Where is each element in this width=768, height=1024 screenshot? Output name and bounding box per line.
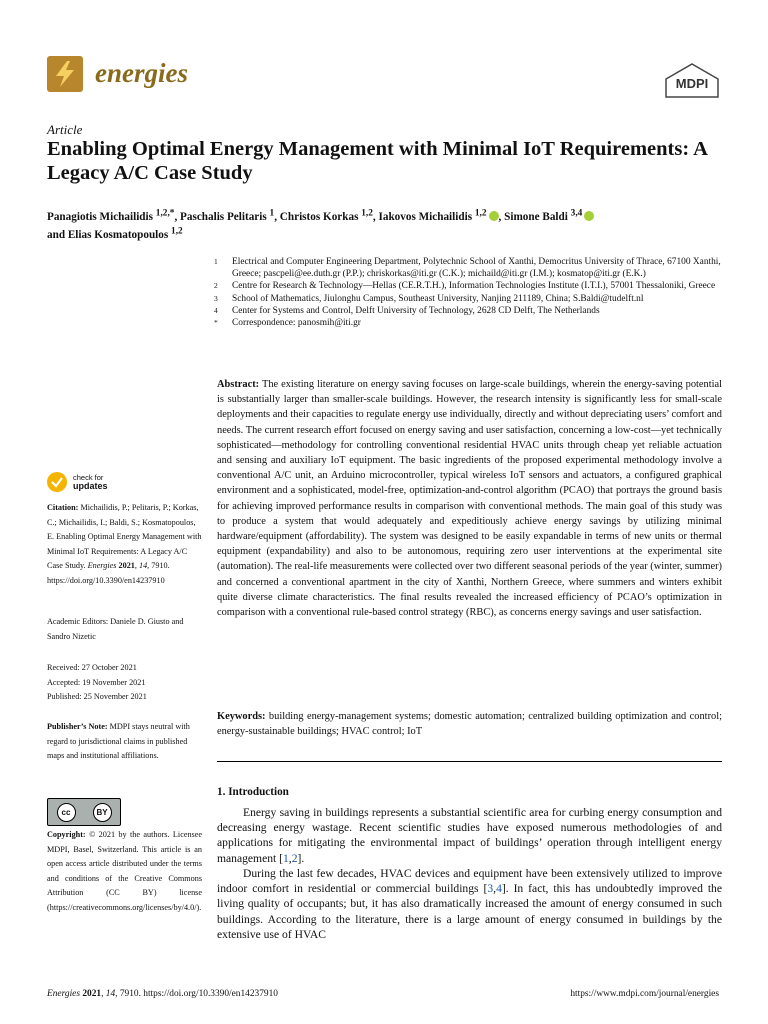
citation-link[interactable]: 1 xyxy=(283,851,289,865)
intro-paragraph: Energy saving in buildings represents a substantial scientific area for curbing energy consumption and decreasing energy wastage. Recent scientific studies have exposed numerous methodologies of and applications for mitigating the environmental impact of buildings’ operation through intelligent energy management [1,2]. xyxy=(217,806,722,865)
abstract xyxy=(217,377,722,620)
cc-icon: cc xyxy=(57,803,76,822)
journal-logo xyxy=(47,56,83,92)
abstract-label: Abstract: xyxy=(217,379,260,390)
author: Paschalis Pelitaris $^1$, xyxy=(180,208,280,223)
article-type: Article xyxy=(47,122,83,137)
affiliation: 2 Centre for Research & Technology—Hellas (CE.R.T.H.), Information Technologies Institute (I.T.I.), 57001 Thessaloniki, Greece xyxy=(214,281,716,292)
author-list xyxy=(47,206,737,243)
author: Iakovos Michailidis $^{1,2}$ , xyxy=(378,208,505,223)
updates-label: updates xyxy=(73,480,108,491)
copyright: Copyright: © 2021 by the authors. Licensee MDPI, Basel, Switzerland. This article is an open access article distributed under the terms and conditions of the Creative Commons Attribution (CC BY) license (https://creativecommons.org/licenses/by/4.0/). xyxy=(47,830,203,912)
keywords-text: building energy-management systems; domestic automation; centralized building optimization and control; energy-sustainable buildings; HVAC control; IoT xyxy=(217,711,722,738)
publisher-logo xyxy=(664,63,720,99)
affiliation: 4 Center for Systems and Control, Delft University of Technology, 2628 CD Delft, The Netherlands xyxy=(214,305,600,316)
academic-editors: Academic Editors: Daniele D. Giusto and Sandro Nizetic xyxy=(47,617,184,641)
received-date: Received: 27 October 2021 xyxy=(47,663,137,672)
affiliation: 3 School of Mathematics, Jiulonghu Campus, Southeast University, Nanjing 211189, China; S.Baldi@tudelft.nl xyxy=(214,293,644,304)
divider xyxy=(217,761,722,762)
article-title: Enabling Optimal Energy Management with Minimal IoT Requirements: A Legacy A/C Case Study xyxy=(47,138,707,184)
publisher-name: MDPI xyxy=(675,76,709,91)
citation-block: Citation: Michailidis, P.; Pelitaris, P.; Korkas, C.; Michailidis, I.; Baldi, S.; Kosmatopoulos, E. Enabling Optimal Energy Management with Minimal IoT Requirements: A Legacy A/C Case Study. Energies 2021, 14, 7910. https://doi.org/10.3390/en14237910 xyxy=(47,503,202,585)
footer-citation: Energies 2021, 14, 7910. https://doi.org/10.3390/en14237910 xyxy=(47,989,278,999)
publisher-note: Publisher’s Note: MDPI stays neutral with regard to jurisdictional claims in published maps and institutional affiliations. xyxy=(47,722,190,761)
footer-journal-url[interactable]: https://www.mdpi.com/journal/energies xyxy=(570,989,719,999)
journal-name: energies xyxy=(95,58,188,88)
citation-link[interactable]: 4 xyxy=(496,882,502,896)
intro-paragraph: During the last few decades, HVAC devices and equipment have been extensively utilized to improve indoor comfort in residential or commercial buildings [3,4]. In fact, this has undoubtedly improved the living quality of occupants; but, it has also dramatically increased the amount of energy consumed in such buildings. According to the literature, there is a large amount of energy consumed in buildings by the extensive use of HVAC xyxy=(217,867,722,941)
affiliations xyxy=(214,256,729,329)
abstract-text: The existing literature on energy saving focuses on large-scale buildings, wherein the energy-saving potential is substantially larger than smaller-scale buildings. However, the research intensity is significantly less for small-scale deployments and their capacities to regulate energy use individually, directly and without depreciating users’ comfort and needs. The current research effort focused on energy saving and user satisfaction, concerning a low-cost—yet technically sophisticated—methodology for controlling conventional residential HVAC units through cheap yet reliable actuation and sensing and auxiliary IoT equipment. The basic ingredients of the proposed experimental methodology involve a conventional A/C unit, an Arduino microcontroller, typical wireless IoT sensors and actuators, a configured graphical environment and a sophisticated, model-free, optimization-and-control algorithm (PCAO) that portrays the ground basis for achieving improved performance results in comparison with conventional methods. The main goal of this study was to produce a system that would adequately and expeditiously achieve energy savings by utilizing minimal hardware/equipment (affordability). The system was designed to be easily expandable in terms of new units or thermal equipment (expandability) and also to be autonomous, requiring zero user interventions at the experimental site (automation). The real-life measurements were collected over two different seasonal periods of the year (winter, summer) and concerned a conventional apartment in the city of Xanthi, Northern Greece, where summers and winters exhibit quite diverse climate characteristics. The final results revealed the increased efficiency of PCAO’s optimization in comparison with a conventional rule-based control strategy (RBC), as concerns energy savings and user satisfaction. xyxy=(217,379,722,619)
published-date: Published: 25 November 2021 xyxy=(47,692,147,702)
citation-link[interactable]: 3 xyxy=(487,882,494,896)
check-label: check for xyxy=(73,472,104,482)
cc-by-license-badge[interactable] xyxy=(47,798,121,826)
check-for-updates-button[interactable] xyxy=(47,470,192,494)
correspondence: * Correspondence: panosmih@iti.gr xyxy=(214,318,361,329)
author: Simone Baldi $^{3,4}$ xyxy=(504,211,594,223)
by-icon: BY xyxy=(93,803,112,822)
check-icon xyxy=(47,472,67,492)
author: Panagiotis Michailidis $^{1,2,*}$, xyxy=(47,208,181,223)
author: and Elias Kosmatopoulos $^{1,2}$ xyxy=(47,226,183,242)
dates xyxy=(47,661,202,705)
orcid-icon[interactable] xyxy=(584,211,594,221)
affiliation: 1 Electrical and Computer Engineering Department, Polytechnic School of Xanthi, Democritus University of Thrace, 67100 Xanthi, Greece; pascpeli@ee.duth.gr (P.P.); chriskorkas@iti.gr (C.K.); michaild@iti.gr (I.M.); kosmatop@iti.gr (E.K.) xyxy=(214,257,721,280)
keywords xyxy=(217,709,722,739)
accepted-date: Accepted: 19 November 2021 xyxy=(47,677,146,687)
keywords-label: Keywords: xyxy=(217,711,266,722)
citation-link[interactable]: 2 xyxy=(291,851,298,865)
section-heading: 1. Introduction xyxy=(217,786,289,798)
orcid-icon[interactable] xyxy=(489,211,499,221)
author: Christos Korkas $^{1,2}$, xyxy=(279,208,379,223)
